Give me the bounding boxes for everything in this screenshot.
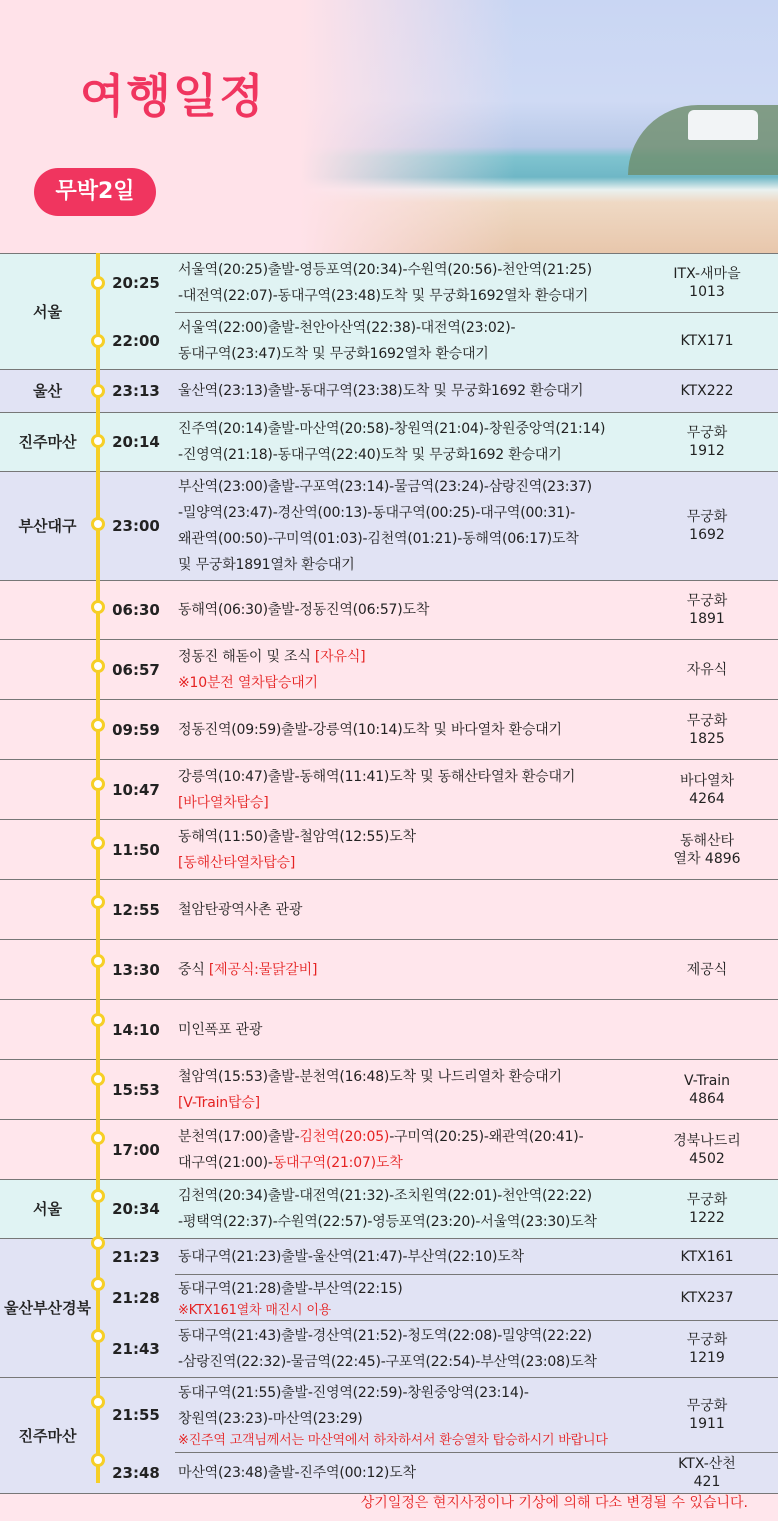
duration-badge: 무박2일	[34, 168, 156, 216]
route-text: 동해역(06:30)출발-정동진역(06:57)도착	[178, 602, 430, 618]
route-description	[175, 644, 650, 696]
timeline-dot	[91, 1189, 105, 1203]
region-name: 경북	[61, 1299, 91, 1317]
route-line	[178, 257, 650, 283]
route-text: 부산역(23:00)출발-구포역(23:14)-물금역(23:24)-삼랑진역(23:37)	[178, 479, 592, 495]
schedule-group	[0, 254, 778, 370]
route-description	[175, 1064, 650, 1116]
schedule-row	[112, 1274, 778, 1320]
route-text: -구미역(20:25)-왜관역(20:41)-	[389, 1128, 584, 1145]
route-line	[178, 717, 650, 743]
header-banner	[0, 0, 778, 253]
route-line	[178, 597, 650, 623]
route-description	[175, 1323, 650, 1375]
schedule-row	[95, 472, 778, 580]
timeline-dot	[91, 777, 105, 791]
footer-note: 상기일정은 현지사정이나 기상에 의해 다소 변경될 수 있습니다.	[360, 1495, 748, 1511]
route-description	[175, 257, 650, 309]
timeline-dot	[91, 1013, 105, 1027]
route-highlight: [바다열차탑승]	[178, 794, 269, 811]
route-line	[178, 526, 650, 552]
route-text: 동대구역(23:47)도착 및 무궁화1692열차 환승대기	[178, 346, 489, 362]
train-name: 1825	[689, 730, 725, 747]
schedule-rows	[95, 370, 778, 412]
schedule-rows	[95, 940, 778, 999]
route-text: 동대구역(21:28)출발-부산역(22:15)	[178, 1280, 403, 1297]
schedule-rows	[95, 700, 778, 759]
route-highlight: [제공식:물닭갈비]	[208, 961, 318, 978]
schedule-row	[112, 1320, 778, 1377]
route-line	[178, 378, 650, 404]
schedule-row	[95, 1000, 778, 1059]
train-name: KTX171	[680, 333, 734, 349]
route-description	[175, 378, 650, 404]
time-label: 21:23	[112, 1247, 160, 1266]
region-name: 울산	[4, 1299, 33, 1317]
route-text: 철암탄광역사촌 관광	[178, 901, 303, 918]
schedule-rows	[95, 640, 778, 699]
train-name: 1692	[689, 527, 725, 543]
route-text: 정동진 해돋이 및 조식	[178, 648, 315, 665]
schedule-rows	[95, 820, 778, 879]
region-label	[0, 254, 95, 369]
route-line	[178, 474, 650, 500]
route-description	[175, 315, 650, 367]
route-description	[175, 1017, 650, 1043]
route-description	[175, 717, 650, 743]
schedule-group	[0, 581, 778, 640]
schedule-group	[0, 370, 778, 413]
region-label	[0, 880, 95, 939]
schedule-group	[0, 1060, 778, 1120]
timeline-dot	[91, 434, 105, 448]
train-info	[650, 772, 778, 808]
route-line	[178, 283, 650, 309]
train-info	[650, 382, 778, 400]
schedule-row	[95, 640, 778, 699]
route-text: 김천역(20:34)출발-대전역(21:32)-조치원역(22:01)-천안역(22:22)	[178, 1188, 592, 1204]
route-text: 울산역(23:13)출발-동대구역(23:38)도착 및 무궁화1692 환승대기	[178, 383, 584, 399]
timeline-dot	[91, 836, 105, 850]
train-name: 동해산타	[679, 832, 735, 849]
train-info	[650, 1397, 778, 1433]
train-name: 무궁화	[686, 1398, 728, 1414]
time-label: 17:00	[112, 1140, 160, 1159]
time-label: 21:28	[112, 1288, 160, 1307]
route-line	[178, 1183, 650, 1209]
route-text: -대전역(22:07)-동대구역(23:48)도착 및 무궁화1692열차 환승대기	[178, 288, 589, 304]
schedule-group	[0, 1000, 778, 1060]
route-text: 동대구역(21:43)출발-경산역(21:52)-청도역(22:08)-밀양역(22:22)	[178, 1328, 592, 1344]
route-line	[178, 897, 650, 923]
train-name: 1911	[689, 1416, 725, 1432]
route-highlight: [V-Train탑승]	[178, 1094, 260, 1111]
time-label: 10:47	[112, 780, 160, 799]
timeline-dot	[91, 600, 105, 614]
region-label	[0, 940, 95, 999]
route-text: 동해역(11:50)출발-철암역(12:55)도착	[178, 828, 416, 845]
route-line	[178, 1349, 650, 1375]
train-info	[650, 1072, 778, 1108]
route-description	[175, 1244, 650, 1270]
route-highlight: 김천역(20:05)	[299, 1128, 390, 1145]
region-name: 울산	[33, 382, 62, 400]
train-name: KTX-산천	[678, 1456, 736, 1472]
region-name: 마산	[47, 1426, 77, 1445]
route-text: 대구역(21:00)-	[178, 1154, 273, 1171]
schedule-group	[0, 820, 778, 880]
region-label	[0, 640, 95, 699]
train-name: 무궁화	[686, 593, 728, 609]
route-line	[178, 1150, 650, 1176]
route-text: -밀양역(23:47)-경산역(00:13)-동대구역(00:25)-대구역(00:31)-	[178, 505, 575, 521]
schedule-row	[95, 413, 778, 471]
route-highlight: [동해산타열차탑승]	[178, 854, 296, 871]
schedule-rows	[95, 1000, 778, 1059]
route-line	[178, 850, 650, 876]
train-info	[650, 508, 778, 544]
train-name: 제공식	[686, 961, 728, 978]
train-name: 열차 4896	[673, 850, 741, 867]
time-label: 20:34	[112, 1200, 160, 1218]
train-name: 4264	[689, 790, 725, 807]
train-info	[650, 332, 778, 350]
train-name: 4864	[689, 1090, 725, 1107]
route-description	[175, 897, 650, 923]
route-line	[178, 957, 650, 983]
schedule-row	[95, 760, 778, 819]
schedule-rows	[95, 1239, 778, 1377]
schedule-row	[95, 1060, 778, 1119]
schedule-row	[95, 1378, 778, 1452]
region-name: 진주	[18, 1426, 48, 1445]
schedule-row	[112, 312, 778, 369]
train-info	[650, 832, 778, 868]
region-label	[0, 700, 95, 759]
route-description	[175, 764, 650, 816]
schedule-group	[0, 1120, 778, 1180]
schedule-row	[95, 820, 778, 879]
route-line	[178, 1124, 650, 1150]
region-label	[0, 370, 95, 412]
time-label: 09:59	[112, 720, 160, 739]
route-text: 미인폭포 관광	[178, 1021, 263, 1038]
route-line	[178, 442, 650, 468]
route-line	[178, 644, 650, 670]
route-text: 서울역(22:00)출발-천안아산역(22:38)-대전역(23:02)-	[178, 320, 516, 336]
schedule-rows	[95, 581, 778, 639]
train-name: V-Train	[683, 1072, 731, 1089]
schedule-row	[95, 940, 778, 999]
route-text: 동대구역(21:23)출발-울산역(21:47)-부산역(22:10)도착	[178, 1248, 524, 1265]
timeline-dot	[91, 1277, 105, 1291]
route-description	[175, 1380, 650, 1450]
train-info	[650, 1248, 778, 1266]
route-line	[178, 1017, 650, 1043]
schedule-row	[95, 1180, 778, 1238]
route-text: -삼랑진역(22:32)-물금역(22:45)-구포역(22:54)-부산역(23:08)도착	[178, 1354, 597, 1370]
route-description	[175, 1276, 650, 1320]
timeline-dot	[91, 1395, 105, 1409]
schedule-group	[0, 640, 778, 700]
timeline-dot	[91, 1236, 105, 1250]
schedule-row	[95, 880, 778, 939]
train-info	[650, 424, 778, 460]
route-text: 철암역(15:53)출발-분천역(16:48)도착 및 나드리열차 환승대기	[178, 1068, 562, 1085]
route-line	[178, 1323, 650, 1349]
route-line	[178, 315, 650, 341]
train-name: 421	[693, 1474, 721, 1490]
route-line	[178, 764, 650, 790]
region-name: 진주	[18, 433, 48, 451]
route-line	[178, 1406, 650, 1432]
train-name: 1891	[689, 611, 725, 627]
page-title: 여행일정	[80, 69, 266, 123]
route-description	[175, 597, 650, 623]
schedule-rows	[95, 1378, 778, 1493]
route-text: 강릉역(10:47)출발-동해역(11:41)도착 및 동해산타열차 환승대기	[178, 768, 576, 785]
region-label	[0, 1060, 95, 1119]
route-line	[178, 1090, 650, 1116]
route-text: 분천역(17:00)출발-	[178, 1128, 300, 1145]
time-label: 15:53	[112, 1080, 160, 1099]
train-name: KTX161	[680, 1248, 734, 1265]
route-description	[175, 1460, 650, 1486]
route-highlight: 동대구역(21:07)도착	[272, 1154, 403, 1171]
timeline-dot	[91, 1329, 105, 1343]
train-name: 무궁화	[686, 425, 728, 441]
region-name: 서울	[33, 1200, 62, 1218]
train-info	[650, 1191, 778, 1227]
time-label: 06:57	[112, 660, 160, 679]
train-name: KTX222	[680, 383, 734, 399]
train-name: ITX-새마을	[673, 266, 741, 282]
schedule-group	[0, 1378, 778, 1494]
route-text: 창원역(23:23)-마산역(23:29)	[178, 1411, 363, 1427]
schedule-group	[0, 1180, 778, 1239]
time-label: 22:00	[112, 332, 160, 350]
train-info	[650, 1331, 778, 1367]
time-label: 11:50	[112, 840, 160, 859]
route-description	[175, 416, 650, 468]
region-name: 부산	[18, 517, 48, 535]
timeline-dot	[91, 517, 105, 531]
train-info	[650, 1289, 778, 1307]
route-line	[178, 1244, 650, 1270]
route-text: 정동진역(09:59)출발-강릉역(10:14)도착 및 바다열차 환승대기	[178, 721, 562, 738]
timeline-dot	[91, 334, 105, 348]
schedule-rows	[95, 880, 778, 939]
time-label: 12:55	[112, 900, 160, 919]
time-label: 23:00	[112, 517, 160, 535]
region-label	[0, 1378, 95, 1493]
schedule-group	[0, 700, 778, 760]
region-label	[0, 472, 95, 580]
schedule-row	[95, 254, 778, 312]
time-label: 13:30	[112, 960, 160, 979]
time-label: 21:43	[112, 1340, 160, 1358]
timeline-dot	[91, 276, 105, 290]
train-name: 1222	[689, 1210, 725, 1226]
schedule-group	[0, 1239, 778, 1378]
schedule-row	[95, 1239, 778, 1274]
time-label: 23:13	[112, 382, 160, 400]
route-text: 동대구역(21:55)출발-진영역(22:59)-창원중앙역(23:14)-	[178, 1385, 529, 1401]
building-illustration	[688, 110, 758, 140]
route-description	[175, 824, 650, 876]
timeline-dot	[91, 659, 105, 673]
timeline-dot	[91, 1453, 105, 1467]
train-name: 바다열차	[679, 772, 735, 789]
region-name: 부산	[33, 1299, 62, 1317]
train-info	[650, 712, 778, 748]
region-label	[0, 581, 95, 639]
route-text: 왜관역(00:50)-구미역(01:03)-김천역(01:21)-동해역(06:17)도착	[178, 531, 579, 547]
train-info	[650, 265, 778, 301]
train-name: 자유식	[686, 661, 728, 678]
route-line	[178, 416, 650, 442]
route-description	[175, 957, 650, 983]
route-line	[178, 500, 650, 526]
schedule-group	[0, 472, 778, 581]
schedule-group	[0, 413, 778, 472]
schedule-rows	[95, 413, 778, 471]
route-line	[178, 1209, 650, 1235]
route-line	[178, 1276, 650, 1302]
timeline-dot	[91, 718, 105, 732]
train-name: 경북나드리	[673, 1132, 741, 1149]
route-highlight: ※10분전 열차탑승대기	[178, 674, 318, 691]
time-label: 21:55	[112, 1406, 160, 1424]
schedule-group	[0, 940, 778, 1000]
time-label: 23:48	[112, 1464, 160, 1482]
region-label	[0, 1239, 95, 1377]
schedule-rows	[95, 760, 778, 819]
schedule-row	[95, 700, 778, 759]
region-label	[0, 820, 95, 879]
timeline-dot	[91, 954, 105, 968]
route-line	[178, 824, 650, 850]
route-line	[178, 1380, 650, 1406]
schedule-rows	[95, 472, 778, 580]
time-label: 20:14	[112, 433, 160, 451]
schedule-row	[95, 370, 778, 412]
train-name: 무궁화	[686, 509, 728, 525]
route-text: -진영역(21:18)-동대구역(22:40)도착 및 무궁화1692 환승대기	[178, 447, 562, 463]
timeline-dot	[91, 384, 105, 398]
route-text: 및 무궁화1891열차 환승대기	[178, 557, 355, 573]
region-label	[0, 1000, 95, 1059]
route-text: -평택역(22:37)-수원역(22:57)-영등포역(23:20)-서울역(23:30)도착	[178, 1214, 597, 1230]
route-description	[175, 474, 650, 578]
train-name: 1219	[689, 1350, 725, 1366]
route-line	[178, 1460, 650, 1486]
region-label	[0, 1120, 95, 1179]
route-highlight: [자유식]	[314, 648, 366, 665]
schedule-rows	[95, 1060, 778, 1119]
route-text: 마산역(23:48)출발-진주역(00:12)도착	[178, 1465, 416, 1481]
train-name: 무궁화	[686, 712, 728, 729]
timeline-dot	[91, 895, 105, 909]
train-info	[650, 1455, 778, 1491]
train-name: 4502	[689, 1150, 725, 1167]
train-info	[650, 661, 778, 679]
time-label: 20:25	[112, 274, 160, 292]
schedule-group	[0, 880, 778, 940]
train-name: 무궁화	[686, 1332, 728, 1348]
train-name: 1013	[689, 284, 725, 300]
time-label: 06:30	[112, 601, 160, 619]
route-line	[178, 552, 650, 578]
region-label	[0, 760, 95, 819]
schedule-row	[112, 1452, 778, 1493]
route-line	[178, 790, 650, 816]
schedule-table	[0, 253, 778, 1494]
route-line	[178, 670, 650, 696]
train-info	[650, 1132, 778, 1168]
train-name: 1912	[689, 443, 725, 459]
region-name: 서울	[33, 302, 62, 321]
route-text: 진주역(20:14)출발-마산역(20:58)-창원역(21:04)-창원중앙역(21:14)	[178, 421, 606, 437]
schedule-row	[95, 581, 778, 639]
schedule-row	[95, 1120, 778, 1179]
timeline-dot	[91, 1131, 105, 1145]
train-name: 무궁화	[686, 1192, 728, 1208]
schedule-rows	[95, 254, 778, 369]
route-note: ※진주역 고객님께서는 마산역에서 하차하셔서 환승열차 탑승하시기 바랍니다	[178, 1433, 608, 1448]
timeline-dot	[91, 1072, 105, 1086]
schedule-group	[0, 760, 778, 820]
region-name: 마산	[47, 433, 77, 451]
train-name: KTX237	[680, 1289, 734, 1306]
train-info	[650, 961, 778, 979]
route-note: ※KTX161열차 매진시 이용	[178, 1302, 332, 1318]
route-line	[178, 341, 650, 367]
schedule-rows	[95, 1180, 778, 1238]
route-description	[175, 1183, 650, 1235]
route-description	[175, 1124, 650, 1176]
beach-photo	[300, 0, 778, 253]
region-label	[0, 1180, 95, 1238]
schedule-rows	[95, 1120, 778, 1179]
time-label: 14:10	[112, 1020, 160, 1039]
region-name: 대구	[47, 517, 77, 535]
route-line	[178, 1064, 650, 1090]
region-label	[0, 413, 95, 471]
route-text: 서울역(20:25)출발-영등포역(20:34)-수원역(20:56)-천안역(21:25)	[178, 262, 592, 278]
route-text: 중식	[178, 961, 209, 978]
train-info	[650, 592, 778, 628]
